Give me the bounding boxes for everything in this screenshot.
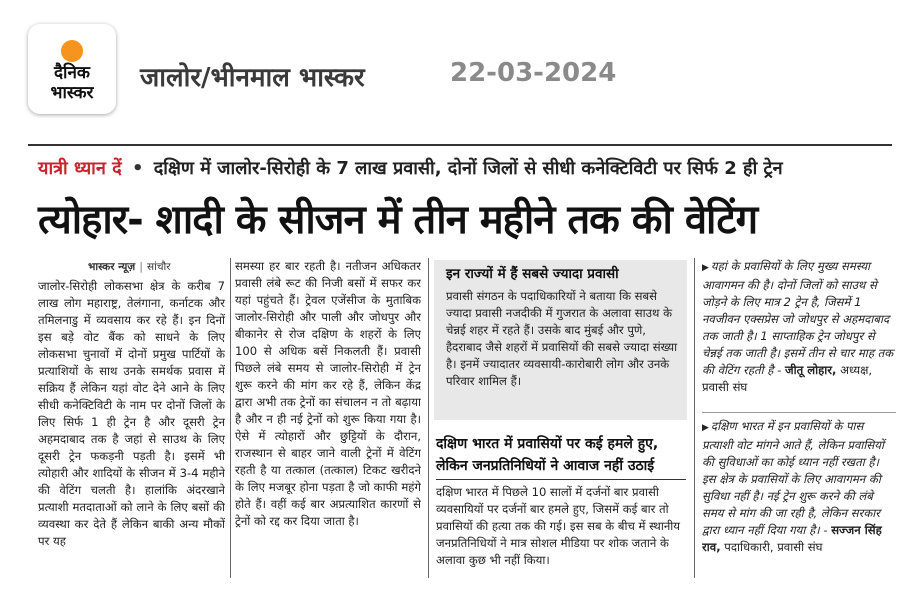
column-rule-1 — [230, 258, 231, 578]
body-column-2: समस्या हर बार रहती है। नतीजन अधिकतर प्रवासी लंबे रूट की निजी बसों में सफर कर यहां पहुंचते हैं। ट्रेवल एजेंसीज के मुताबिक जालोर-सिरोही और पाली और जोधपुर और बीकानेर से रोज दक्षिण के शहरों के लिए 100 से अधिक बसें निकलती हैं। प्रवासी पिछले लंबे समय से जालोर-सिरोही में ट्रेन शुरू करने की मांग कर रहे हैं, लेकिन केंद्र द्वारा अभी तक ट्रेनों का संचालन न तो बढ़ाया है और न ही नई ट्रेनों को शुरू किया गया है। ऐसे में त्योहारों और छुट्टियों के दौरान, राजस्थान से बाहर जाने वाली ट्रेनों में वेटिंग रहती है या तत्काल (तत्काल) टिकट खरीदने के लिए मजबूर होना पड़ता है जो काफी महंगे होते हैं। वहीं कई बार अप्रत्याशित कारणों से ट्रेनों को रद्द कर दिया जाता है। — [235, 259, 421, 528]
column-rule-3 — [694, 258, 695, 578]
byline-source: भास्कर न्यूज़ — [88, 261, 136, 273]
states-box-title: इन राज्यों में हैं सबसे ज्यादा प्रवासी — [446, 266, 619, 282]
column-rule-2 — [428, 258, 429, 578]
sun-icon — [61, 40, 83, 62]
byline-place: सांचौर — [147, 261, 171, 273]
attacks-box-title-line-1: दक्षिण भारत में प्रवासियों पर कई हमले हुए, — [436, 436, 659, 452]
kicker-label: यात्री ध्यान दें — [38, 158, 122, 179]
quote-1-role: अध्यक्ष, प्रवासी संघ — [702, 363, 873, 394]
attacks-box-text: दक्षिण भारत में पिछले 10 सालों में दर्जनों बार प्रवासी व्यवसायियों पर दर्जनों बार हमले हुए, जिसमें कई बार तो प्रवासियों की हत्या तक की गई। इस सब के बीच में स्थानीय जनप्रतिनिधियों ने मात्र सोशल मीडिया पर शोक जताने के अलावा कुछ भी नहीं किया। — [436, 485, 680, 567]
quote-1 — [702, 258, 896, 406]
kicker-bullet: • — [131, 158, 144, 179]
kicker-line — [38, 156, 898, 186]
byline — [88, 260, 171, 274]
quote-2 — [702, 418, 896, 578]
quote-2-role: पदाधिकारी, प्रवासी संघ — [724, 540, 823, 554]
edition-date: 22-03-2024 — [450, 58, 617, 88]
body-column-1: जालोर-सिरोही लोकसभा क्षेत्र के करीब 7 लाख लोग महाराष्ट्र, तेलंगाना, कर्नाटक और तमिलनाडु में व्यवसाय कर रहे हैं। इन दिनों इस बड़े वोट बैंक को साधने के लिए लोकसभा चुनावों में दोनों प्रमुख पार्टियों के प्रत्याशियों के साथ उनके समर्थक प्रवास में सक्रिय हैं लेकिन यहां वोट देने आने के लिए सीधी कनेक्टिविटी के नाम पर दोनों जिलों के लिए सिर्फ 1 ही ट्रेन है और दूसरी ट्रेन अहमदाबाद तक है जहां से साउथ के लिए दूसरी ट्रेन फकड़नी पड़ती है। इसमें भी त्योहारी और शादियों के सीजन में 3-4 महीने की वेटिंग चलती है। हालांकि अंदरखाने प्रत्याशी मतदाताओं को लाने के लिए बसों की व्यवस्था कर देते हैं लेकिन बाकी अन्य मौकों पर यह — [38, 279, 225, 548]
quote-2-arrow-icon: ▶ — [702, 423, 709, 433]
logo-line-1: दैनिक — [54, 63, 90, 83]
quote-1-name: जीतू लोहार, — [785, 363, 837, 377]
headline: त्योहार- शादी के सीजन में तीन महीने तक की वेटिंग — [38, 197, 758, 243]
logo-line-2: भास्कर — [50, 83, 94, 103]
quote-1-text: यहां के प्रवासियों के लिए मुख्य समस्या आवागमन की है। दोनों जिलों को साउथ से जोड़ने के लिए मात्र 2 ट्रेन है, जिसमें 1 नवजीवन एक्सप्रेस जो जोधपुर से अहमदाबाद तक जाती है। 1 साप्ताहिक ट्रेन जोधपुर से चेन्नई तक जाती है। इसमें तीन से चार माह तक की वेटिंग रहती है - — [702, 259, 894, 377]
page-header — [0, 0, 917, 140]
quote-divider — [702, 412, 896, 413]
quote-2-name: सज्जन सिंह राव, — [702, 523, 882, 554]
kicker-text: दक्षिण में जालोर-सिरोही के 7 लाख प्रवासी, दोनों जिलों से सीधी कनेक्टिविटी पर सिर्फ 2 ही ट्रेन — [153, 158, 783, 179]
quote-2-text: दक्षिण भारत में इन प्रवासियों के पास प्रत्याशी वोट मांगने आते हैं, लेकिन प्रवासियों की सुविधाओं का कोई ध्यान नहीं रखता है। इस क्षेत्र के प्रवासियों के लिए आवागमन की सुविधा नहीं है। नई ट्रेन शुरू करने की लंबे समय से मांग की जा रही है, लेकिन सरकार द्वारा ध्यान नहीं दिया गया है। - — [702, 419, 884, 537]
quote-1-arrow-icon: ▶ — [702, 263, 709, 273]
byline-separator: | — [139, 261, 144, 273]
dainik-bhaskar-logo — [28, 24, 116, 114]
header-divider — [28, 144, 892, 146]
edition-name: जालोर/भीनमाल भास्कर — [140, 63, 365, 93]
attacks-box-title-line-2: लेकिन जनप्रतिनिधियों ने आवाज नहीं उठाई — [436, 458, 655, 474]
attacks-box-rule — [436, 479, 686, 480]
states-box-text: प्रवासी संगठन के पदाधिकारियों ने बताया कि सबसे ज्यादा प्रवासी नजदीकी में गुजरात के अलावा साउथ के चेन्नई शहर में रहते हैं। उसके बाद मुंबई और पुणे, हैदराबाद जैसे शहरों में प्रवासियों की सबसे ज्यादा संख्या है। इनमें ज्यादातर व्यवसायी-कारोबारी लोग और उनके परिवार शामिल हैं। — [446, 289, 678, 388]
